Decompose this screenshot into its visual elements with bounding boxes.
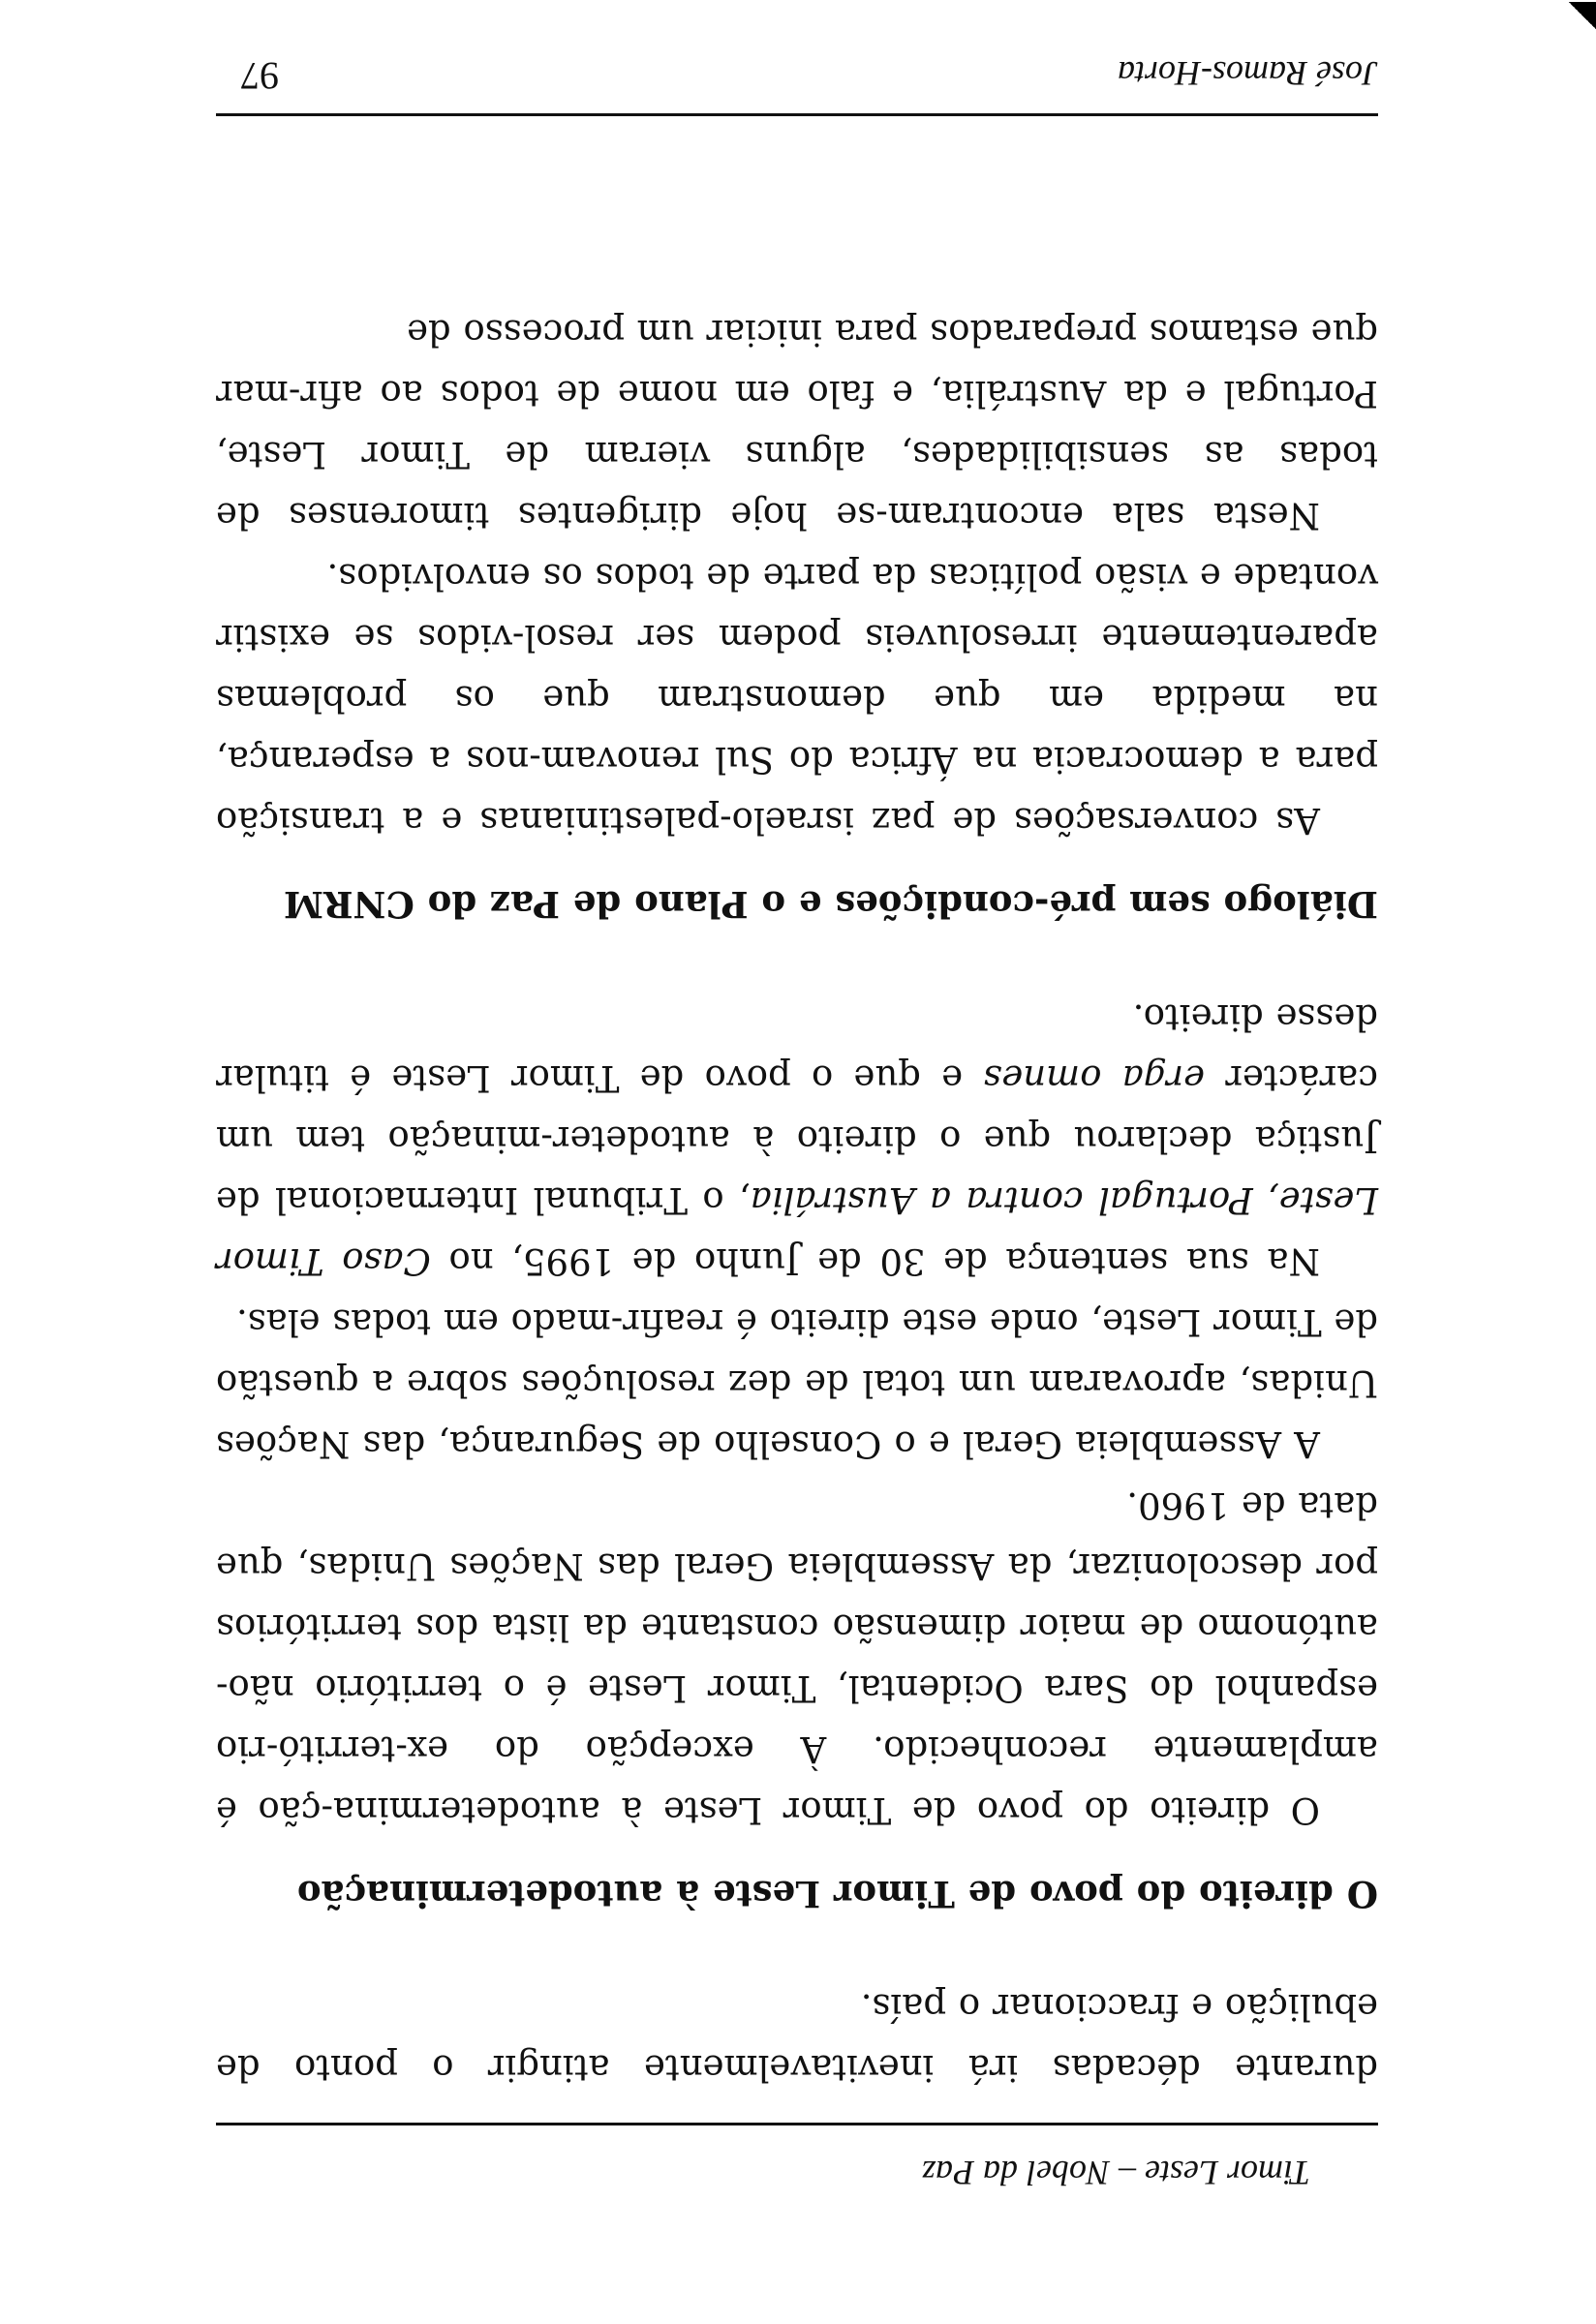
body-text <box>216 302 1378 2098</box>
page-number: 97 <box>240 54 279 98</box>
scan-corner-mark <box>1569 2 1596 29</box>
paragraph-timorese-leaders: Nesta sala encontram-se hoje dirigentes timorenses de todas as sensibilidades, alguns vieram de Timor Leste, Portugal e da Austrália, e falo em nome de todos ao afir-mar que estamos preparados para iniciar um processo de <box>216 312 1378 536</box>
paragraph-peace-talks: As conversações de paz israelo-palestinianas e a transição para a democracia na África do Sul renovam-nos a esperança, na medida em que demonstram que os problemas aparentemente irresoluveis podem ser resol-vidos se existir vontade e visão políticas da parte de todos os envolvidos. <box>216 556 1378 841</box>
icj-text-a: Na sua sentença de 30 de Junho de 1995, no <box>430 1240 1320 1282</box>
running-footer-author: José Ramos-Horta <box>1118 54 1378 93</box>
paragraph-continuation: durante décadas irá inevitavelmente atingir o ponto de ebulição e fraccionar o país. <box>216 1986 1378 2089</box>
icj-text-b: , o Tribunal Internacional de Justiça declarou que o direito à autodeter-minação tem um carácter <box>216 1057 1378 1221</box>
running-header <box>216 2123 1378 2217</box>
paragraph-un-resolutions: A Assembleia Geral e o Conselho de Segurança, das Nações Unidas, aprovaram um total de dez resoluções sobre a questão de Timor Leste, onde este direito é reafir-mado em todas elas. <box>216 1301 1378 1465</box>
paragraph-icj-ruling <box>216 987 1378 1292</box>
section-heading-dialogue: Diálogo sem pré-condições e o Plano de Paz do CNRM <box>283 883 1378 926</box>
paragraph-self-determination: O direito do povo de Timor Leste à autodetermina-ção é amplamente reconhecido. À excepção do ex-territó-rio espanhol do Sara Ocidental, Timor Leste é o território não-autónomo de maior dimensão constante da lista dos territórios por descolonizar, da Assembleia Geral das Nações Unidas, que data de 1960. <box>216 1484 1378 1831</box>
running-footer <box>216 36 1378 116</box>
section-heading-self-determination: O direito do povo de Timor Leste à autodeterminação <box>296 1873 1378 1915</box>
icj-text-c: e que o povo de Timor Leste é titular desse direito. <box>216 996 1378 1099</box>
running-header-title: Timor Leste – Nobel da Paz <box>921 2154 1310 2192</box>
case-name: Caso Timor Leste, Portugal contra a Austrália <box>216 1179 1378 1282</box>
erga-omnes-term: erga omnes <box>983 1057 1206 1099</box>
page-content <box>216 54 1378 2217</box>
